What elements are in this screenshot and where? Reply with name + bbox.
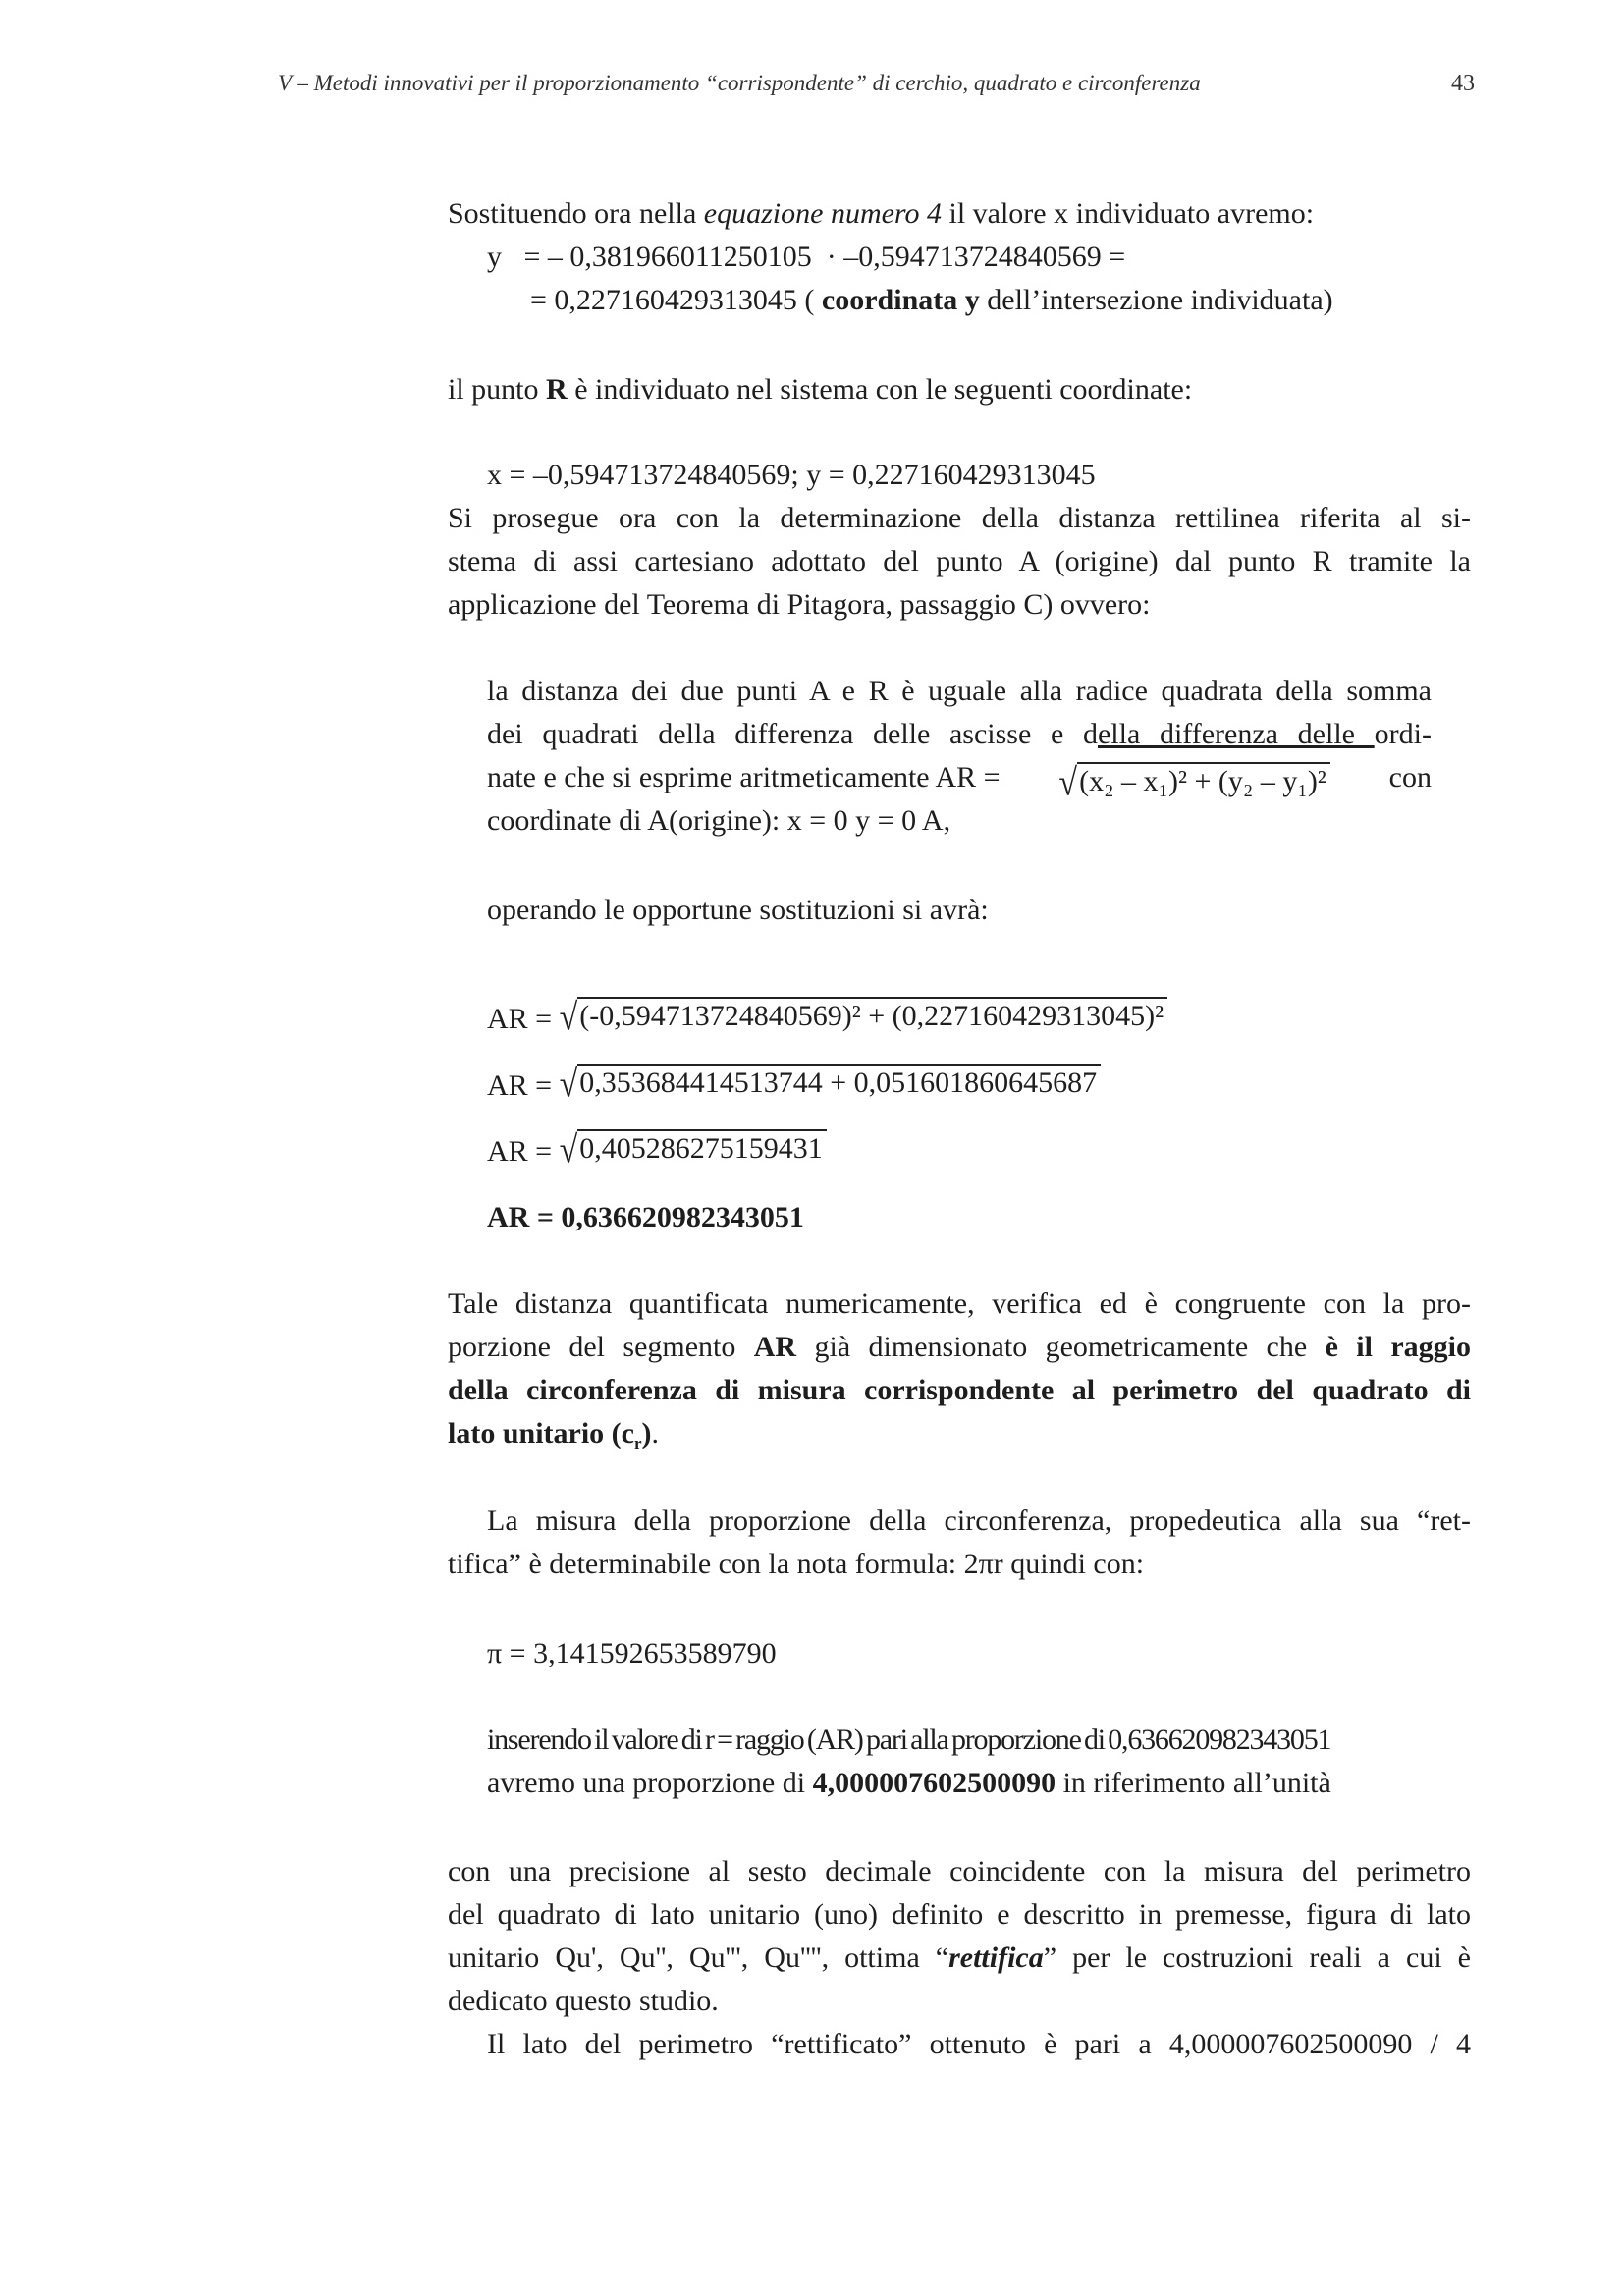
text: il valore x individuato avremo: xyxy=(941,197,1315,230)
bold-text: lato unitario (c xyxy=(448,1417,634,1449)
underlined-text: ella differenza delle xyxy=(1097,718,1375,750)
radical-icon: √ xyxy=(559,1129,578,1172)
radical-icon: √ xyxy=(559,997,578,1039)
radical-icon: √ xyxy=(1058,762,1078,804)
text: porzione del segmento xyxy=(448,1331,754,1363)
text: dell’intersezione individuata) xyxy=(979,284,1333,316)
line: con una precisione al sesto decimale coincidente con la misura del perimetro xyxy=(448,1855,1471,1887)
calc-row-2 xyxy=(487,1064,1101,1108)
bold-result: 4,000007602500090 xyxy=(812,1767,1056,1799)
emphasis-equation: equazione numero 4 xyxy=(703,197,942,230)
text: ” per le costruzioni reali a cui è xyxy=(1043,1941,1471,1974)
line: Tale distanza quantificata numericamente, verifica ed è congruente con la pro- xyxy=(448,1287,1471,1320)
emphasis-rettifica: rettifica xyxy=(948,1941,1044,1974)
paragraph-substitutions: operando le opportune sostituzioni si avrà: xyxy=(487,894,989,926)
y-equation: y = – 0,381966011250105 · –0,594713724840569 = xyxy=(487,241,1126,273)
page-number: 43 xyxy=(1451,71,1475,96)
calc-row-3 xyxy=(487,1129,827,1174)
calc-result: AR = 0,636620982343051 xyxy=(487,1201,804,1233)
text: unitario Qu', Qu'', Qu''', Qu'''', ottima “ xyxy=(448,1941,949,1974)
distance-formula xyxy=(1058,762,1329,804)
formula-radicand: (x₂ – x₁)² + (y₂ – y₁)² xyxy=(1077,762,1330,799)
line: applicazione del Teorema di Pitagora, passaggio C) ovvero: xyxy=(448,588,1151,621)
line: stema di assi cartesiano adottato del punto A (origine) dal punto R tramite la xyxy=(448,545,1471,577)
text: il punto xyxy=(448,373,547,406)
ar-label: AR = xyxy=(487,1003,553,1035)
sqrt-expression xyxy=(559,1129,827,1172)
line xyxy=(448,1326,1471,1369)
line: inserendo il valore di r = raggio (AR) pari alla proporzione di 0,636620982343051 xyxy=(487,1723,1331,1756)
sqrt-expression xyxy=(559,1064,1102,1106)
paragraph-point-r xyxy=(448,368,1192,411)
coordinates-line: x = –0,594713724840569; y = 0,227160429313045 xyxy=(487,459,1096,491)
radicand: 0,405286275159431 xyxy=(577,1129,827,1167)
line: della circonferenza di misura corrispondente al perimetro del quadrato di xyxy=(448,1374,1471,1406)
line xyxy=(448,1412,1471,1465)
line: tifica” è determinabile con la nota formula: 2πr quindi con: xyxy=(448,1548,1145,1580)
line xyxy=(448,1937,1471,1980)
running-header: V – Metodi innovativi per il proporzionamento “corrispondente” di cerchio, quadrato e circonferenza xyxy=(278,71,1201,95)
radical-icon: √ xyxy=(559,1064,578,1106)
text: nate e che si esprime aritmeticamente AR = xyxy=(487,761,1001,793)
subscript-r: r xyxy=(633,1434,642,1452)
pi-value: π = 3,141592653589790 xyxy=(487,1637,777,1669)
bold-ar: AR xyxy=(753,1331,797,1363)
text: Sostituendo ora nella xyxy=(448,197,704,230)
bold-r: R xyxy=(546,373,568,406)
paragraph-radius-insert xyxy=(487,1719,1471,1805)
paragraph-distance-definition xyxy=(487,670,1432,843)
bold-text: è il raggio xyxy=(1325,1331,1471,1363)
line: la distanza dei due punti A e R è uguale alla radice quadrata della somma xyxy=(487,675,1432,707)
calc-row-1 xyxy=(487,997,1167,1041)
bold-coordinate-y: coordinata y xyxy=(821,284,980,316)
ar-label: AR = xyxy=(487,1135,553,1168)
paragraph-substitution xyxy=(448,192,1314,236)
y-result xyxy=(530,279,1333,322)
line: Si prosegue ora con la determinazione della distanza rettilinea riferita al si- xyxy=(448,502,1471,534)
line: coordinate di A(origine): x = 0 y = 0 A, xyxy=(487,804,951,837)
line xyxy=(487,1762,1471,1805)
text: dei quadrati della differenza delle ascisse e d xyxy=(487,718,1098,750)
line: La misura della proporzione della circonferenza, propedeutica alla sua “ret- xyxy=(487,1504,1471,1537)
paragraph-verification xyxy=(448,1283,1471,1465)
text: in riferimento all’unità xyxy=(1056,1767,1331,1799)
text: con xyxy=(1388,761,1432,793)
text: è individuato nel sistema con le seguenti coordinate: xyxy=(567,373,1193,406)
text: . xyxy=(651,1417,660,1449)
paragraph-circumference xyxy=(448,1500,1471,1586)
line xyxy=(487,713,1432,756)
line: del quadrato di lato unitario (uno) definito e descritto in premesse, figura di lato xyxy=(448,1898,1471,1931)
bold-text: ) xyxy=(641,1417,652,1449)
ar-label: AR = xyxy=(487,1069,553,1102)
paragraph-pythagoras xyxy=(448,497,1471,627)
text: = 0,227160429313045 ( xyxy=(530,284,822,316)
line: dedicato questo studio. xyxy=(448,1985,719,2017)
sqrt-expression xyxy=(559,997,1168,1039)
radicand: 0,353684414513744 + 0,051601860645687 xyxy=(577,1064,1101,1101)
line-with-formula xyxy=(487,756,1432,804)
text: ordi- xyxy=(1374,718,1432,750)
paragraph-side-length: Il lato del perimetro “rettificato” ottenuto è pari a 4,000007602500090 / 4 xyxy=(487,2028,1471,2060)
text: avremo una proporzione di xyxy=(487,1767,813,1799)
radicand: (-0,594713724840569)² + (0,227160429313045)² xyxy=(577,997,1167,1034)
text: già dimensionato geometricamente che xyxy=(796,1331,1326,1363)
paragraph-precision xyxy=(448,1850,1471,2023)
